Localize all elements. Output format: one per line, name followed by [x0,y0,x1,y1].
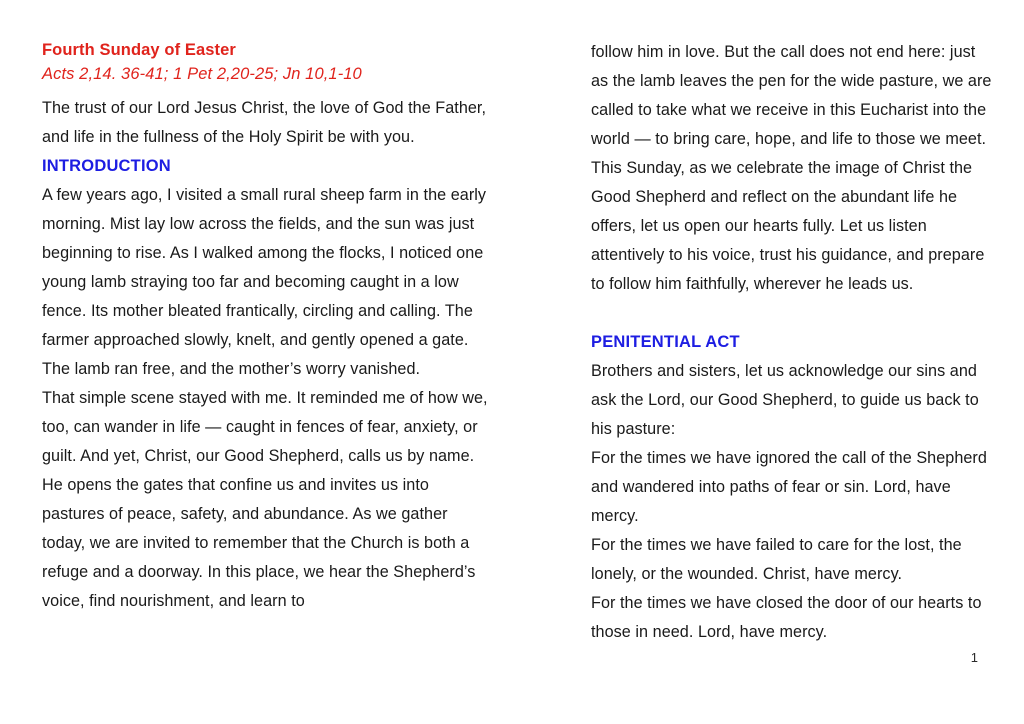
section-heading-penitential-act: PENITENTIAL ACT [591,333,740,351]
introduction-paragraph-1: A few years ago, I visited a small rural sheep farm in the early morning. Mist lay low across the fields, and the sun was just beginning to rise. As I walked among the flocks, I noticed one young lamb straying too far and becoming caught in a low fence. Its mother bleated frantically, circling and calling. The farmer approached slowly, knelt, and gently opened a gate. The lamb ran free, and the mother’s worry vanished. [42,186,487,378]
penitential-invocation: For the times we have failed to care for the lost, the lonely, or the wounded. Christ, have mercy. [591,536,962,583]
right-column [500,38,1024,647]
left-column [0,38,500,616]
penitential-invocation: For the times we have closed the door of our hearts to those in need. Lord, have mercy. [591,594,982,641]
introduction-closing-paragraph: This Sunday, as we celebrate the image of Christ the Good Shepherd and reflect on the abundant life he offers, let us open our hearts fully. Let us listen attentively to his voice, trust his guidance, and prepare to follow him faithfully, wherever he leads us. [591,159,985,293]
penitential-intro-paragraph: Brothers and sisters, let us acknowledge our sins and ask the Lord, our Good Shepherd, to guide us back to his pasture: [591,362,979,438]
page-number: 1 [970,650,978,665]
two-column-layout [0,38,1024,647]
section-heading-introduction: INTRODUCTION [42,157,171,175]
section-spacer [591,299,996,328]
scripture-reference: Acts 2,14. 36-41; 1 Pet 2,20-25; Jn 10,1-10 [42,65,362,83]
greeting-paragraph: The trust of our Lord Jesus Christ, the love of God the Father, and life in the fullness of the Holy Spirit be with you. [42,99,487,146]
penitential-invocation: For the times we have ignored the call of the Shepherd and wandered into paths of fear or sin. Lord, have mercy. [591,449,987,525]
introduction-continued-paragraph: follow him in love. But the call does not end here: just as the lamb leaves the pen for the wide pasture, we are called to take what we receive in this Eucharist into the world — to bring care, hope, and life to those we meet. [591,43,992,148]
page-title: Fourth Sunday of Easter [42,41,236,59]
introduction-paragraph-2: That simple scene stayed with me. It reminded me of how we, too, can wander in life — caught in fences of fear, anxiety, or guilt. And yet, Christ, our Good Shepherd, calls us by name. He opens the gates that confine us and invites us into pastures of peace, safety, and abundance. As we gather today, we are invited to remember that the Church is both a refuge and a doorway. In this place, we hear the Shepherd’s voice, find nourishment, and learn to [42,389,488,610]
